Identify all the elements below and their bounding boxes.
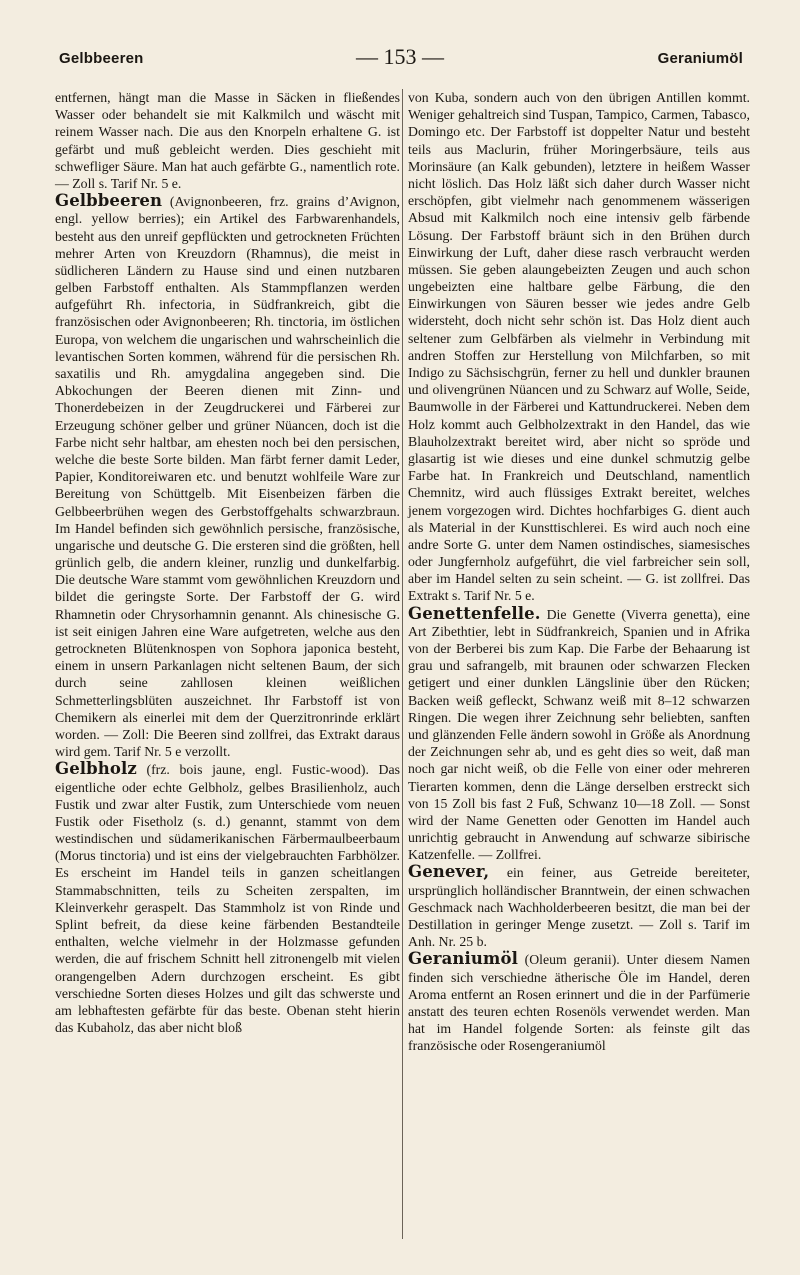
entry-headword: Genever, bbox=[408, 862, 490, 882]
header-right-keyword: Geraniumöl bbox=[657, 50, 743, 67]
page-number: — 153 — bbox=[356, 44, 444, 69]
entry-text: (Avignonbeeren, frz. grains d’Avignon, engl. yellow berries); ein Artikel des Farbwarenhandels, besteht aus den unreif gepflückten und getrockneten Früchten mehrer Arten von Kreuzdorn (Rhamnus), die meist in südlicheren Ländern zu Hause sind und einen nutzbaren gelben Farbstoff enthalten. Als Stammpflanzen werden aufgeführt Rh. infectoria, in Südfrankreich, gibt die französischen oder Avignonbeeren; Rh. tinctoria, im östlichen Europa, von welchem die ungarischen und wahrscheinlich die levantischen Sorten kommen, während für die persischen Rh. saxatilis und Rh. amygdalina angegeben sind. Die Abkochungen der Beeren dienen mit Zinn- und Thonerdebeizen in der Zeugdruckerei und Färberei zur Erzeugung schöner gelber und grüner Nüancen, doch ist die Farbe nicht sehr haltbar, am ehesten noch bei den persischen, welche die beste Sorte bilden. Man färbt ferner damit Leder, Papier, Konditoreiwaren etc. und benutzt wohlfeile Ware zur Bereitung von Schüttgelb. Mit Eisenbeizen färben die Gelbbeerbrühen wegen des Gerbstoffgehalts schwarzbraun. Im Handel befinden sich gewöhnlich persische, französische, ungarische und deutsche G. Die ersteren sind die größten, hell grünlich gelb, die andern kleiner, runzlig und dunkelfarbig. Die deutsche Ware stammt vom gewöhnlichen Kreuzdorn und bildet die geringste Sorte. Der Farbstoff der G. wird Rhamnetin oder Chrysorhamnin genannt. Als chinesische G. ist seit einigen Jahren eine Ware aufgetreten, welche aus den getrockneten Blütenknospen von Sophora japonica besteht, einem in unsern Parkanlagen nicht seltenen Baum, der sich durch seine zahllosen kleinen weißlichen Schmetterlingsblüten auszeichnet. Ihr Farbstoff ist von Chemikern als einerlei mit dem der Querzitronrinde erklärt worden. — Zoll: Die Beeren sind zollfrei, das Extrakt daraus wird gem. Tarif Nr. 5 e verzollt. bbox=[55, 194, 400, 760]
entry-headword: Geraniumöl bbox=[408, 949, 518, 969]
entry-text: (frz. bois jaune, engl. Fustic-wood). Das eigentliche oder echte Gelbholz, gelbes Brasilienholz, auch Fustik und zwar alter Fustik, zum Unterschiede vom neuen Fustik oder Fisetholz (s. d.) genannt, stammt von dem westindischen und südamerikanischen Färbermaulbeerbaum (Morus tinctoria) und ist eins der vielgebrauchten Farbhölzer. Es erscheint im Handel teils in ganzen scheitlangen Stammabschnitten, teils zu Scheiten zerspalten, im Kleinverkehr geraspelt. Das Stammholz ist von Rinde und Splint befreit, da diese keine färbenden Bestandteile enthalten, welche vielmehr in der Holzmasse gefunden werden, die auf frischem Schnitt hell zitronengelb mit vielen orangengelben Adern durchzogen erscheint. Es gibt verschiedne Sorten dieses Holzes und gilt das schwerste und am lebhaftesten gefärbte für das beste. Obenan steht hierin das Kubaholz, das aber nicht bloß bbox=[55, 762, 400, 1036]
left-column bbox=[55, 89, 400, 1036]
paragraph-text: entfernen, hängt man die Masse in Säcken in fließendes Wasser oder behandelt sie mit Kalkmilch und wäscht mit reinem Wasser nach. Die aus den Knorpeln erhaltene G. ist gefärbt und muß gebleicht werden. Dies geschieht mit schwefliger Säure. Man hat auch gefärbte G., namentlich rote. — Zoll s. Tarif Nr. 5 e. bbox=[55, 90, 400, 191]
entry-text: ein feiner, aus Getreide bereiteter, ursprünglich holländischer Branntwein, der einen schwachen Geschmack nach Wachholderbeeren besitzt, die man bei der Destillation in geringer Menge zusetzt. — Zoll s. Tarif im Anh. Nr. 25 b. bbox=[408, 865, 750, 950]
dictionary-entry bbox=[408, 950, 750, 1054]
entry-headword: Genettenfelle. bbox=[408, 603, 541, 623]
paragraph-text: von Kuba, sondern auch von den übrigen Antillen kommt. Weniger gehaltreich sind Tuspan, Tampico, Carmen, Tabasco, Domingo etc. Der Farbstoff ist doppelter Natur und besteht teils aus Maclurin, früher Moringerbsäure, teils aus Morinsäure (an Kalk gebunden), letztere in heißem Wasser nicht löslich. Das Holz läßt sich daher durch Wasser nicht erschöpfen, gibt vielmehr nach genommenem wässerigen Absud mit Kalkmilch noch eine intensiv gelb färbende Lösung. Der Farbstoff bräunt sich in den Brühen durch Einwirkung der Luft, daher diese rasch verbraucht werden müssen. Sie geben alaungebeizten Zeugen und auch schon ungebeizten eine haltbare gelbe Färbung, die den Einwirkungen von Säuren besser wie jedes andre Gelb widersteht, doch nicht sehr schön ist. Das Holz dient auch seltener zum Gelbfärben als vielmehr in Verbindung mit andren Stoffen zur Herstellung von Milchfarben, so mit Indigo zu Sächsischgrün, ferner zu hell und dunkler braunen und olivengrünen Nüancen und zu Schwarz auf Wolle, Seide, Baumwolle in der Färberei und Kattundruckerei. Neben dem Holz kommt auch Gelbholzextrakt in den Handel, das wie Blauholzextrakt bereitet wird, aber nicht so spröde und glasartig ist wie dieses und eine dunkel schmutzig gelbe Farbe hat. In Frankreich und Deutschland, namentlich Chemnitz, wird auch flüssiges Extrakt bereitet, welches jenem vorgezogen wird. Dichtes hochfarbiges G. dient auch als Material in der Kunsttischlerei. Es wird auch noch eine andre Sorte G. unter dem Namen ostindisches, siamesisches oder Jungfernholz aufgeführt, die viel farbreicher sein soll, aber im Handel selten zu sein scheint. — G. ist zollfrei. Das Extrakt s. Tarif Nr. 5 e. bbox=[408, 90, 750, 604]
right-column bbox=[408, 89, 750, 1055]
entry-headword: Gelbholz bbox=[55, 759, 137, 779]
dictionary-entry bbox=[55, 760, 400, 1036]
dictionary-entry bbox=[55, 192, 400, 760]
continuation-paragraph bbox=[55, 89, 400, 192]
dictionary-entry bbox=[408, 605, 750, 864]
column-divider bbox=[402, 89, 403, 1239]
running-head bbox=[55, 44, 745, 74]
entry-text: Die Genette (Viverra genetta), eine Art Zibethtier, lebt in Südfrankreich, Spanien und in Afrika von der Berberei bis zum Kap. Die Farbe der Behaarung ist grau und safrangelb, mit braunen oder schwarzen Flecken getigert und einer dunklen Längslinie über den Rücken; Backen weiß gefleckt, Schwanz weiß mit 8–12 schwarzen Ringen. Die wegen ihrer Zeichnung sehr beliebten, sanften und glänzenden Felle ändern sowohl in Größe als Anordnung der Zeichnungen sehr ab, und es geht dies so weit, daß man noch gar nicht weiß, ob die Felle von einer oder mehreren Tierarten kommen, denn die Länge derselben erstreckt sich von 15 Zoll bis fast 2 Fuß, Schwanz 10—18 Zoll. — Sonst wird der Name Genetten oder Genotten im Handel auch unrichtig gebraucht in Anwendung auf schwarze sibirische Katzenfelle. — Zollfrei. bbox=[408, 606, 750, 863]
dictionary-entry bbox=[408, 863, 750, 950]
entry-headword: Gelbbeeren bbox=[55, 191, 163, 211]
continuation-paragraph bbox=[408, 89, 750, 605]
header-left-keyword: Gelbbeeren bbox=[59, 50, 144, 67]
entry-text: (Oleum geranii). Unter diesem Namen finden sich verschiedne ätherische Öle im Handel, deren Aroma entfernt an Rosen erinnert und die in der Parfümerie anstatt des teuren echten Rosenöls verwendet werden. Man hat im Handel folgende Sorten: als feinste gilt das französische oder Rosengeraniumöl bbox=[408, 952, 750, 1054]
